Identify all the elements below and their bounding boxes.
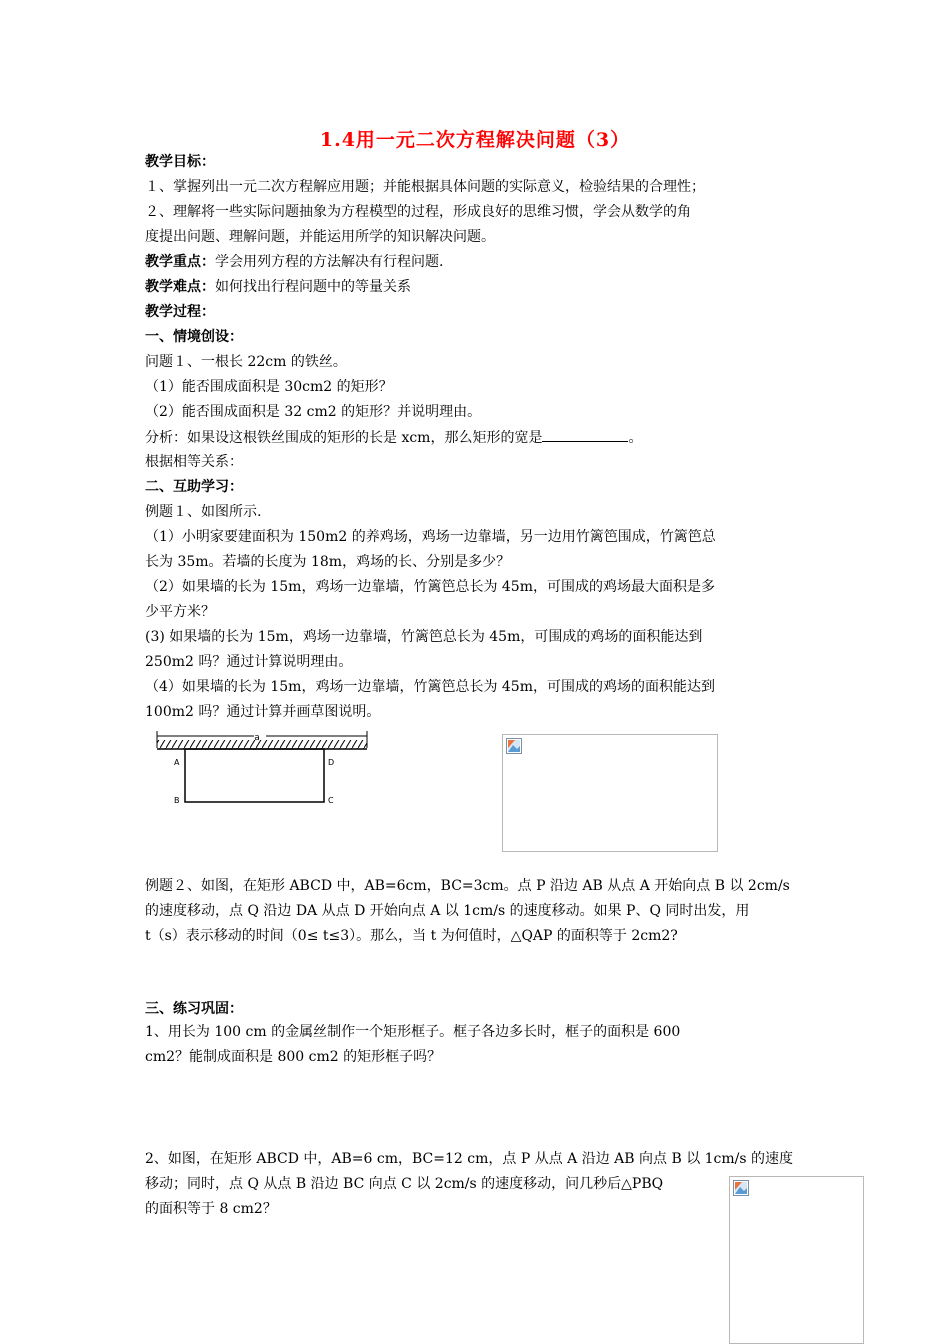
label-D: D: [328, 758, 335, 767]
analysis-text: 分析：如果设这根铁丝围成的矩形的长是 xcm，那么矩形的宽是: [145, 430, 543, 446]
label-C: C: [328, 796, 334, 805]
label-A: A: [174, 758, 180, 767]
chicken-coop-diagram: [148, 728, 378, 810]
example-2-line-1: 例题２、如图，在矩形 ABCD 中，AB=6cm，BC=3cm。点 P 沿边 AB 从点 A 开始向点 B 以 2cm/s: [145, 878, 790, 894]
example-2-line-3: t（s）表示移动的时间（0≤ t≤3）。那么，当 t 为何值时，△QAP 的面积等于 2cm2?: [145, 928, 678, 944]
question-1-part-1: （1）能否围成面积是 30cm2 的矩形？: [145, 379, 393, 395]
section-1-heading: 一、情境创设：: [145, 329, 243, 345]
key-point-text: 学会用列方程的方法解决有行程问题.: [215, 254, 444, 270]
question-1: 问题１、一根长 22cm 的铁丝。: [145, 354, 347, 370]
example-1-part-3-line-1: (3) 如果墙的长为 15m，鸡场一边靠墙，竹篱笆总长为 45m，可围成的鸡场的面积能达到: [145, 629, 703, 645]
practice-2-line-2: 移动；同时，点 Q 从点 B 沿边 BC 向点 C 以 2cm/s 的速度移动，问几秒后△PBQ: [145, 1176, 664, 1192]
image-placeholder-2: [729, 1176, 864, 1344]
difficulty-text: 如何找出行程问题中的等量关系: [215, 279, 411, 295]
equal-relation: 根据相等关系：: [145, 454, 243, 470]
objective-2-line-1: ２、理解将一些实际问题抽象为方程模型的过程，形成良好的思维习惯，学会从数学的角: [145, 204, 691, 220]
example-1-part-2-line-1: （2）如果墙的长为 15m，鸡场一边靠墙，竹篱笆总长为 45m，可围成的鸡场最大面积是多: [145, 579, 715, 595]
difficulty: [145, 277, 411, 297]
example-1-part-1-line-1: （1）小明家要建面积为 150m2 的养鸡场，鸡场一边靠墙，另一边用竹篱笆围成，竹篱笆总: [145, 529, 716, 545]
example-1: 例题１、如图所示.: [145, 504, 262, 520]
document-title: 1.4用一元二次方程解决问题（3）: [319, 129, 631, 151]
label-B: B: [174, 796, 180, 805]
example-1-part-2-line-2: 少平方米？: [145, 604, 215, 620]
example-1-part-3-line-2: 250m2 吗？通过计算说明理由。: [145, 654, 353, 670]
practice-1-line-2: cm2？能制成面积是 800 cm2 的矩形框子吗？: [145, 1049, 442, 1065]
question-1-part-2: （2）能否围成面积是 32 cm2 的矩形？并说明理由。: [145, 404, 482, 420]
practice-1-line-1: 1、用长为 100 cm 的金属丝制作一个矩形框子。框子各边多长时，框子的面积是 600: [145, 1024, 681, 1040]
practice-2-line-1: 2、如图，在矩形 ABCD 中，AB=6 cm，BC=12 cm，点 P 从点 A 沿边 AB 向点 B 以 1cm/s 的速度: [145, 1151, 794, 1167]
objectives-heading: 教学目标：: [145, 154, 215, 170]
label-a: a: [254, 733, 260, 743]
analysis: [145, 427, 642, 448]
answer-blank: [542, 427, 628, 442]
objective-1: １、掌握列出一元二次方程解应用题；并能根据具体问题的实际意义，检验结果的合理性；: [145, 179, 705, 195]
practice-2-line-3: 的面积等于 8 cm2？: [145, 1201, 277, 1217]
example-1-part-4-line-2: 100m2 吗？通过计算并画草图说明。: [145, 704, 381, 720]
example-1-part-1-line-2: 长为 35m。若墙的长度为 18m，鸡场的长、分别是多少？: [145, 554, 511, 570]
key-point: [145, 252, 443, 272]
broken-image-icon: [733, 1180, 749, 1196]
section-2-heading: 二、互助学习：: [145, 479, 243, 495]
analysis-end: 。: [628, 430, 643, 446]
wall: [157, 731, 367, 749]
broken-image-icon: [506, 738, 522, 754]
section-3-heading: 三、练习巩固：: [145, 1001, 243, 1017]
difficulty-label: 教学难点：: [145, 279, 215, 295]
process-heading: 教学过程：: [145, 304, 215, 320]
objective-2-line-2: 度提出问题、理解问题，并能运用所学的知识解决问题。: [145, 229, 495, 245]
example-1-part-4-line-1: （4）如果墙的长为 15m，鸡场一边靠墙，竹篱笆总长为 45m，可围成的鸡场的面积能达到: [145, 679, 715, 695]
example-2-line-2: 的速度移动，点 Q 沿边 DA 从点 D 开始向点 A 以 1cm/s 的速度移动。如果 P、Q 同时出发，用: [145, 903, 750, 919]
key-point-label: 教学重点：: [145, 254, 215, 270]
coop-rectangle: [185, 749, 324, 802]
image-placeholder: [502, 734, 718, 852]
